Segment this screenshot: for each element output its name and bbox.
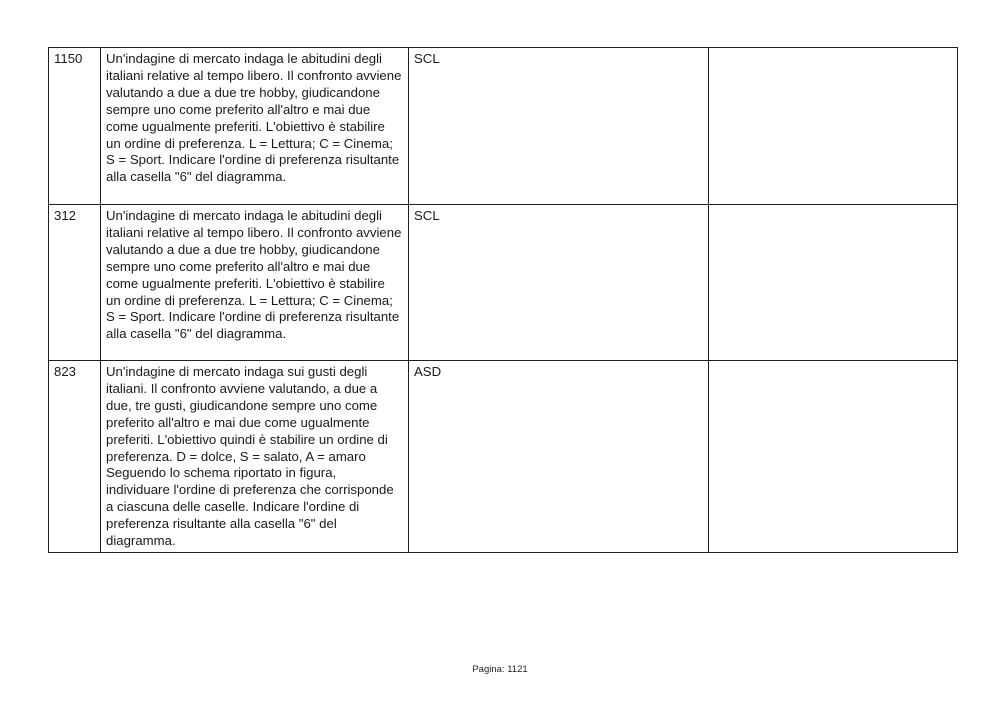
answer-cell: SCL <box>409 205 709 361</box>
question-id-cell: 1150 <box>49 48 101 205</box>
question-text-cell: Un'indagine di mercato indaga le abitudini degli italiani relative al tempo libero. Il confronto avviene valutando a due a due tre hobby, giudicandone sempre uno come preferito all'altro e mai due come ugualmente preferiti. L'obiettivo è stabilire un ordine di preferenza. L = Lettura; C = Cinema; S = Sport. Indicare l'ordine di preferenza risultante alla casella "6" del diagramma. <box>101 48 409 205</box>
question-text-cell: Un'indagine di mercato indaga le abitudini degli italiani relative al tempo libero. Il confronto avviene valutando a due a due tre hobby, giudicandone sempre uno come preferito all'altro e mai due come ugualmente preferiti. L'obiettivo è stabilire un ordine di preferenza. L = Lettura; C = Cinema; S = Sport. Indicare l'ordine di preferenza risultante alla casella "6" del diagramma. <box>101 205 409 361</box>
question-id-cell: 312 <box>49 205 101 361</box>
question-text-cell: Un'indagine di mercato indaga sui gusti degli italiani. Il confronto avviene valutando, a due a due, tre gusti, giudicandone sempre uno come preferito all'altro e mai due come ugualmente preferiti. L'obiettivo quindi è stabilire un ordine di preferenza. D = dolce, S = salato, A = amaro Seguendo lo schema riportato in figura, individuare l'ordine di preferenza che corrisponde a ciascuna delle caselle. Indicare l'ordine di preferenza risultante alla casella "6" del diagramma. <box>101 361 409 553</box>
extra-cell <box>709 361 958 553</box>
answer-cell: SCL <box>409 48 709 205</box>
question-sheet <box>48 47 957 553</box>
page-number: Pagina: 1121 <box>472 664 528 675</box>
answer-cell: ASD <box>409 361 709 553</box>
table-row <box>49 205 958 361</box>
extra-cell <box>709 205 958 361</box>
questions-table <box>48 47 958 553</box>
table-row <box>49 48 958 205</box>
table-row <box>49 361 958 553</box>
extra-cell <box>709 48 958 205</box>
question-id-cell: 823 <box>49 361 101 553</box>
